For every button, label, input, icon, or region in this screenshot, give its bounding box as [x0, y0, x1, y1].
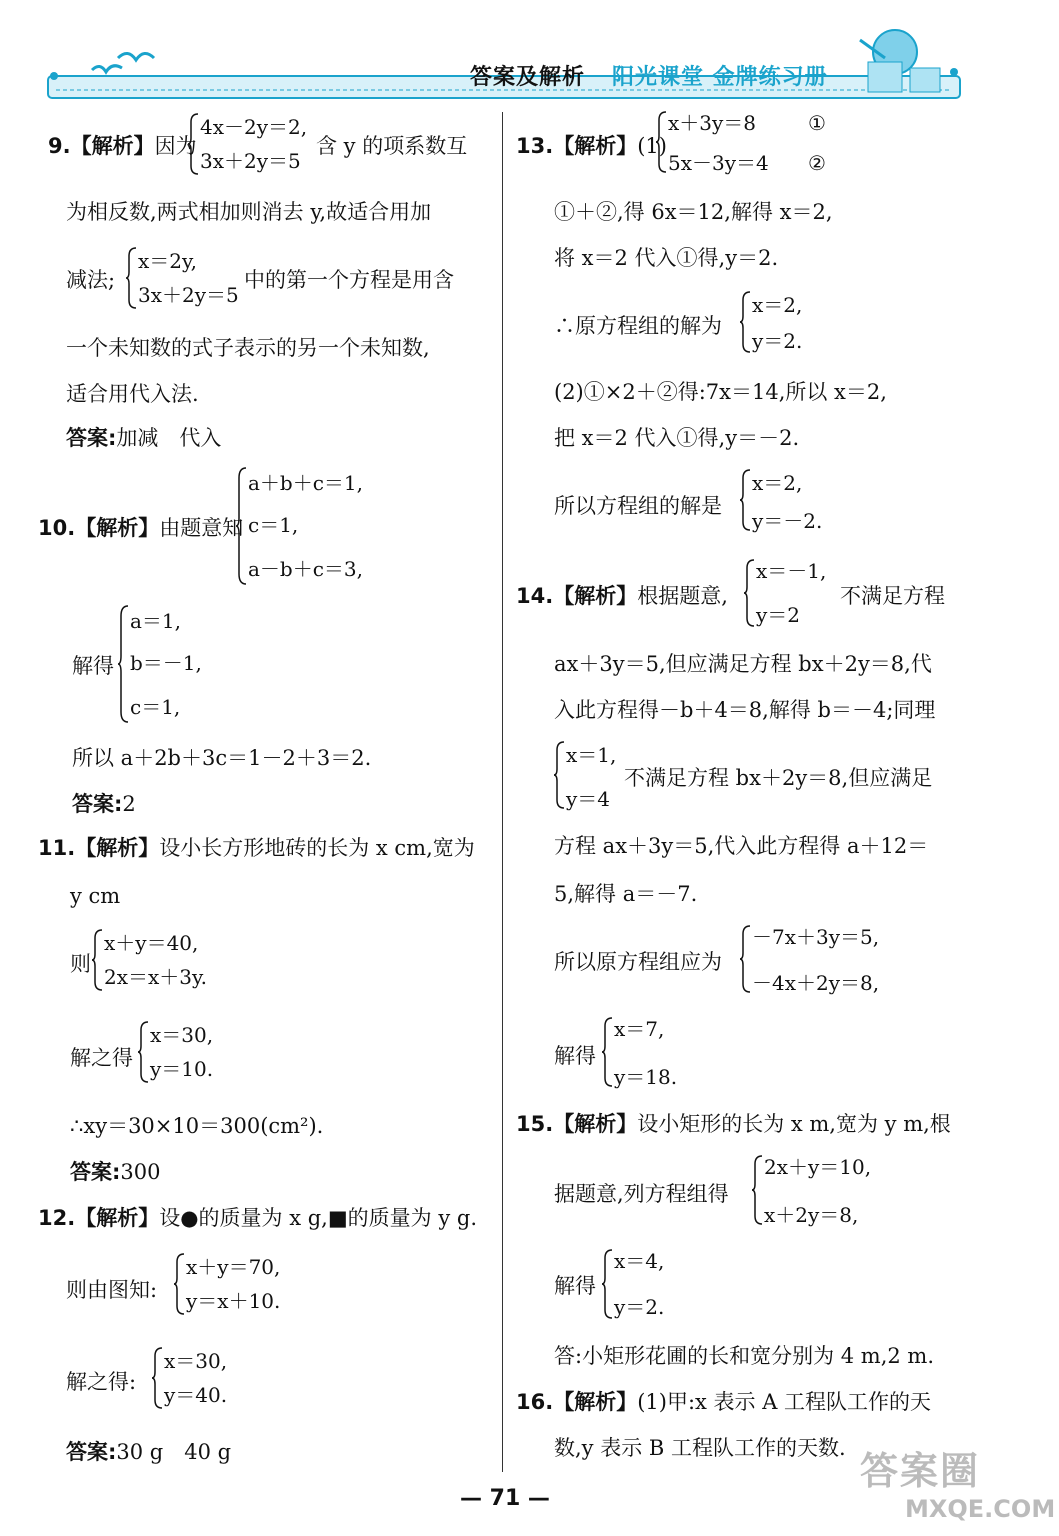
q14-system-3: －7x＋3y＝5, －4x＋2y＝8,: [740, 924, 910, 994]
q15-system-2: x＝4, y＝2.: [602, 1248, 702, 1320]
left-brace: [188, 112, 200, 176]
q12-system-2: x＝30, y＝40.: [152, 1346, 252, 1410]
q14-system-1: x＝－1, y＝2: [744, 558, 844, 628]
watermark: 答案圈: [860, 1449, 981, 1493]
q9-tag: 【解析】: [70, 134, 155, 158]
q12-answer: 答案:30 g 40 g: [66, 1440, 232, 1464]
q10-system-1: a＋b＋c＝1, c＝1, a－b＋c＝3,: [236, 466, 386, 586]
q9-number: 9.: [48, 134, 71, 158]
q15-line1: 15.【解析】设小矩形的长为 x m,宽为 y m,根: [516, 1112, 951, 1136]
q11-line1: 11.【解析】设小长方形地砖的长为 x cm,宽为: [38, 836, 475, 860]
q13-system-2: x＝2, y＝2.: [740, 290, 840, 354]
q10-answer: 答案:2: [72, 792, 136, 816]
q13-line1: 13.【解析】(1): [516, 134, 667, 158]
q9-line1: 9.【解析】因为: [48, 134, 197, 158]
column-divider: [502, 112, 503, 1472]
q9-answer: 答案:加减 代入: [66, 426, 222, 450]
q10-line1: 10.【解析】由题意知: [38, 516, 244, 540]
q16-line1: 16.【解析】(1)甲:x 表示 A 工程队工作的天: [516, 1390, 932, 1414]
page-number: — 71 —: [460, 1486, 550, 1511]
q12-line1: 12.【解析】设●的质量为 x g,■的质量为 y g.: [38, 1206, 478, 1230]
q11-system-1: x＋y＝40, 2x＝x＋3y.: [92, 928, 242, 992]
header-subtitle: 阳光课堂 金牌练习册: [612, 65, 828, 90]
q13-system-1: x＋3y＝8 5x－3y＝4 ① ②: [656, 110, 856, 174]
page-header: [0, 0, 1059, 110]
header-decoration: [0, 0, 1059, 110]
bird-icon: [118, 53, 154, 60]
q10-system-2: a＝1, b＝－1, c＝1,: [118, 604, 218, 724]
q9-system-1: 4x－2y＝2, 3x＋2y＝5: [188, 112, 328, 176]
q14-line1: 14.【解析】根据题意,: [516, 584, 728, 608]
q11-system-2: x＝30, y＝10.: [138, 1020, 238, 1084]
q14-system-2: x＝1, y＝4: [554, 740, 634, 810]
q13-system-3: x＝2, y＝－2.: [740, 468, 850, 532]
watermark-site: MXQE.COM: [905, 1495, 1056, 1523]
q15-system-1: 2x＋y＝10, x＋2y＝8,: [752, 1154, 902, 1226]
header-title: 答案及解析: [470, 65, 586, 90]
q12-system-1: x＋y＝70, y＝x＋10.: [174, 1252, 314, 1316]
q11-answer: 答案:300: [70, 1160, 161, 1184]
bird-icon: [92, 66, 122, 72]
q14-system-4: x＝7, y＝18.: [602, 1016, 702, 1088]
q9-system-2: x＝2y, 3x＋2y＝5: [126, 246, 256, 310]
